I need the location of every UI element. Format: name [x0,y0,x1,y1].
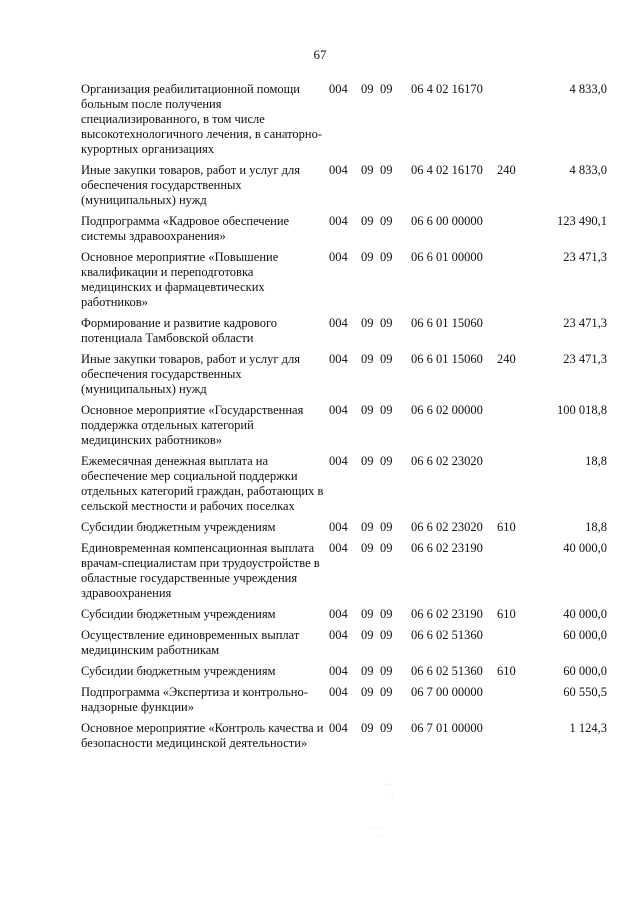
amount-value: 40 000,0 [563,607,607,621]
section-code: 09 [361,628,374,642]
target-article-code: 06 6 02 51360 [411,628,483,642]
table-row [81,628,607,658]
subsection-code: 09 [380,403,393,417]
section-code: 09 [361,250,374,264]
scan-speck: · · · · [370,826,383,832]
amount-value: 60 000,0 [563,628,607,642]
amount-value: 40 000,0 [563,541,607,555]
expense-name: Субсидии бюджетным учреждениям [81,607,276,621]
page-number: 67 [313,47,327,62]
section-code: 09 [361,664,374,678]
ministry-code: 004 [329,316,348,330]
ministry-code: 004 [329,163,348,177]
amount-value: 100 018,8 [557,403,607,417]
scan-speck: · · [384,782,390,788]
subsection-code: 09 [380,82,393,96]
section-code: 09 [361,721,374,735]
subsection-code: 09 [380,628,393,642]
section-code: 09 [361,607,374,621]
section-code: 09 [361,163,374,177]
amount-value: 18,8 [585,454,607,468]
section-code: 09 [361,454,374,468]
table-row [81,721,607,751]
subsection-code: 09 [380,316,393,330]
expense-type-code: 240 [497,163,516,177]
section-code: 09 [361,520,374,534]
ministry-code: 004 [329,664,348,678]
table-row [81,250,607,310]
expense-type-code: 240 [497,352,516,366]
subsection-code: 09 [380,520,393,534]
subsection-code: 09 [380,685,393,699]
amount-value: 60 000,0 [563,664,607,678]
subsection-code: 09 [380,541,393,555]
section-code: 09 [361,214,374,228]
expense-name: Организация реабилитационной помощи больным после получения специализированного, в том числе высокотехнологичного лечения, в санаторно-курортных организациях [81,82,322,156]
table-row [81,520,607,535]
scan-speck: · · [376,834,382,840]
target-article-code: 06 6 02 23190 [411,607,483,621]
table-row [81,607,607,622]
expense-name: Основное мероприятие «Повышение квалификации и переподготовка медицинских и фармацевтических работников» [81,250,279,309]
subsection-code: 09 [380,214,393,228]
amount-value: 18,8 [585,520,607,534]
ministry-code: 004 [329,352,348,366]
target-article-code: 06 7 01 00000 [411,721,483,735]
subsection-code: 09 [380,250,393,264]
ministry-code: 004 [329,628,348,642]
subsection-code: 09 [380,454,393,468]
target-article-code: 06 6 01 15060 [411,352,483,366]
ministry-code: 004 [329,520,348,534]
expense-type-code: 610 [497,520,516,534]
expense-name: Подпрограмма «Кадровое обеспечение системы здравоохранения» [81,214,290,243]
scan-speck: · · [388,792,394,798]
ministry-code: 004 [329,685,348,699]
expense-name: Единовременная компенсационная выплата врачам-специалистам при трудоустройстве в областные государственные учреждения здравоохранения [81,541,320,600]
expense-type-code: 610 [497,664,516,678]
expense-name: Иные закупки товаров, работ и услуг для обеспечения государственных (муниципальных) нужд [81,352,301,396]
subsection-code: 09 [380,607,393,621]
amount-value: 4 833,0 [569,163,607,177]
table-row [81,454,607,514]
subsection-code: 09 [380,352,393,366]
amount-value: 123 490,1 [557,214,607,228]
expense-name: Ежемесячная денежная выплата на обеспечение мер социальной поддержки отдельных категорий граждан, работающих в сельской местности и рабочих поселках [81,454,324,513]
expense-name: Формирование и развитие кадрового потенциала Тамбовской области [81,316,278,345]
ministry-code: 004 [329,607,348,621]
table-row [81,214,607,244]
table-row [81,685,607,715]
target-article-code: 06 6 02 00000 [411,403,483,417]
table-row [81,316,607,346]
amount-value: 23 471,3 [563,352,607,366]
amount-value: 60 550,5 [563,685,607,699]
target-article-code: 06 4 02 16170 [411,82,483,96]
amount-value: 23 471,3 [563,316,607,330]
target-article-code: 06 6 01 00000 [411,250,483,264]
table-row [81,82,607,157]
target-article-code: 06 6 02 23190 [411,541,483,555]
ministry-code: 004 [329,541,348,555]
section-code: 09 [361,316,374,330]
target-article-code: 06 7 00 00000 [411,685,483,699]
expense-name: Субсидии бюджетным учреждениям [81,664,276,678]
amount-value: 23 471,3 [563,250,607,264]
subsection-code: 09 [380,664,393,678]
target-article-code: 06 4 02 16170 [411,163,483,177]
expense-name: Иные закупки товаров, работ и услуг для обеспечения государственных (муниципальных) нужд [81,163,301,207]
expense-name: Субсидии бюджетным учреждениям [81,520,276,534]
table-row [81,541,607,601]
section-code: 09 [361,403,374,417]
section-code: 09 [361,82,374,96]
expense-name: Основное мероприятие «Контроль качества и безопасности медицинской деятельности» [81,721,324,750]
amount-value: 4 833,0 [569,82,607,96]
target-article-code: 06 6 00 00000 [411,214,483,228]
ministry-code: 004 [329,82,348,96]
subsection-code: 09 [380,163,393,177]
section-code: 09 [361,541,374,555]
ministry-code: 004 [329,403,348,417]
ministry-code: 004 [329,454,348,468]
subsection-code: 09 [380,721,393,735]
expense-name: Подпрограмма «Экспертиза и контрольно-надзорные функции» [81,685,308,714]
target-article-code: 06 6 02 23020 [411,520,483,534]
ministry-code: 004 [329,250,348,264]
table-row [81,352,607,397]
amount-value: 1 124,3 [569,721,607,735]
table-row [81,163,607,208]
table-row [81,403,607,448]
target-article-code: 06 6 01 15060 [411,316,483,330]
table-row [81,664,607,679]
expense-type-code: 610 [497,607,516,621]
ministry-code: 004 [329,214,348,228]
target-article-code: 06 6 02 51360 [411,664,483,678]
ministry-code: 004 [329,721,348,735]
target-article-code: 06 6 02 23020 [411,454,483,468]
section-code: 09 [361,685,374,699]
expense-name: Основное мероприятие «Государственная поддержка отдельных категорий медицинских работников» [81,403,304,447]
section-code: 09 [361,352,374,366]
budget-table [81,82,607,757]
expense-name: Осуществление единовременных выплат медицинским работникам [81,628,300,657]
